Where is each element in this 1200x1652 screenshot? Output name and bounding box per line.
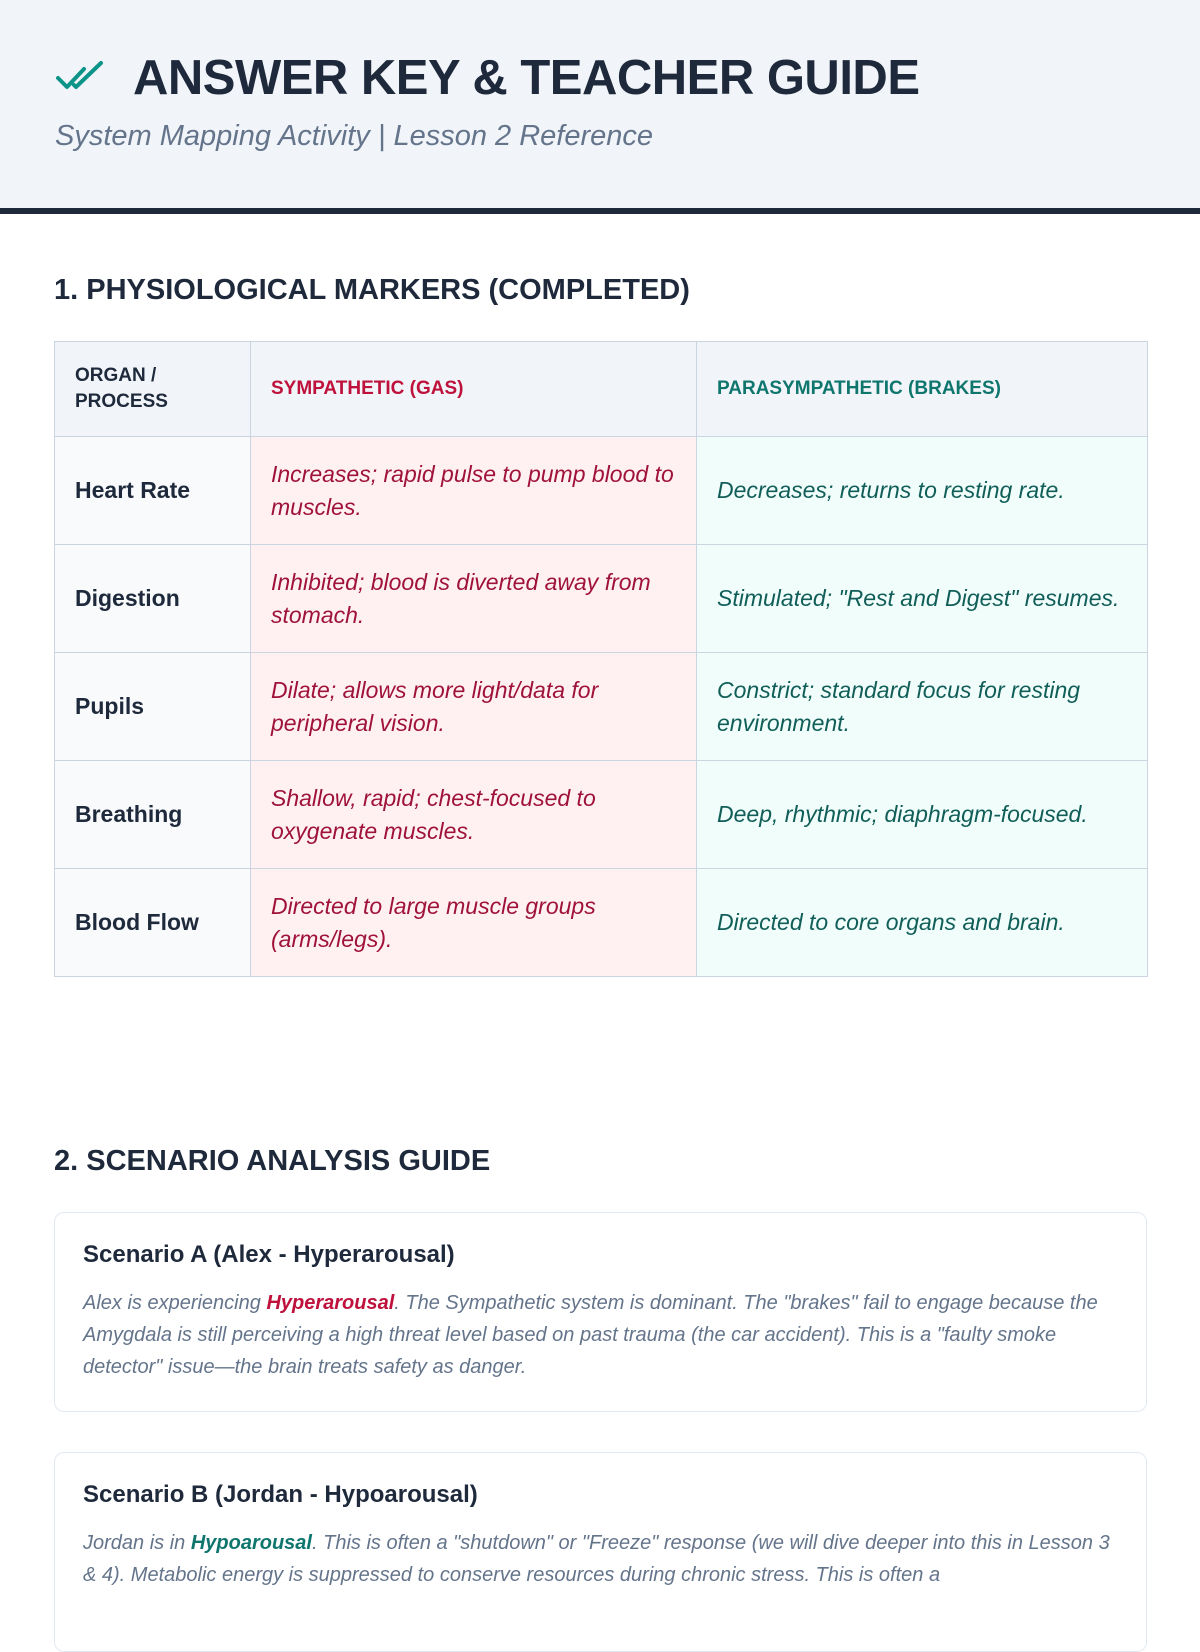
table-row [55, 869, 1148, 977]
organ-cell: Breathing [55, 761, 251, 869]
scenario-text [83, 1287, 1118, 1383]
table-row [55, 437, 1148, 545]
markers-table [54, 341, 1148, 977]
column-header-organ: ORGAN / PROCESS [55, 342, 251, 437]
scenario-text-before: Jordan is in [83, 1532, 191, 1554]
scenario-title: Scenario B (Jordan - Hypoarousal) [83, 1481, 478, 1508]
scenario-text-after: . This is often a "shutdown" or "Freeze" response (we will dive deeper into this in Lesson 3 & 4). Metabolic energy is suppressed to conserve resources during chronic stress. This is often a [83, 1532, 1110, 1586]
parasympathetic-cell: Constrict; standard focus for resting environment. [697, 653, 1148, 761]
sympathetic-cell: Increases; rapid pulse to pump blood to muscles. [251, 437, 697, 545]
sympathetic-cell: Shallow, rapid; chest-focused to oxygenate muscles. [251, 761, 697, 869]
title-row [55, 50, 1200, 106]
page-subtitle: System Mapping Activity | Lesson 2 Reference [55, 120, 654, 152]
section-scenario-analysis [0, 1145, 1200, 1652]
double-check-icon [55, 60, 105, 96]
scenario-card-a [54, 1212, 1147, 1412]
section-title: 2. SCENARIO ANALYSIS GUIDE [54, 1145, 491, 1177]
sympathetic-cell: Directed to large muscle groups (arms/legs). [251, 869, 697, 977]
section-physiological-markers [0, 274, 1200, 977]
column-header-sympathetic: SYMPATHETIC (GAS) [251, 342, 697, 437]
table-row [55, 545, 1148, 653]
organ-cell: Digestion [55, 545, 251, 653]
parasympathetic-cell: Deep, rhythmic; diaphragm-focused. [697, 761, 1148, 869]
parasympathetic-cell: Stimulated; "Rest and Digest" resumes. [697, 545, 1148, 653]
scenario-title: Scenario A (Alex - Hyperarousal) [83, 1241, 455, 1268]
table-row [55, 653, 1148, 761]
organ-cell: Pupils [55, 653, 251, 761]
scenario-text-before: Alex is experiencing [83, 1292, 267, 1314]
scenario-text [83, 1527, 1118, 1591]
organ-cell: Heart Rate [55, 437, 251, 545]
column-header-parasympathetic: PARASYMPATHETIC (BRAKES) [697, 342, 1148, 437]
page-header [0, 0, 1200, 214]
table-row [55, 761, 1148, 869]
parasympathetic-cell: Decreases; returns to resting rate. [697, 437, 1148, 545]
scenario-card-b [54, 1452, 1147, 1652]
page-title: ANSWER KEY & TEACHER GUIDE [133, 51, 920, 105]
sympathetic-cell: Dilate; allows more light/data for peripheral vision. [251, 653, 697, 761]
scenario-text-after: . The Sympathetic system is dominant. The "brakes" fail to engage because the Amygdala is still perceiving a high threat level based on past trauma (the car accident). This is a "faulty smoke detector" issue—the brain treats safety as danger. [83, 1292, 1098, 1378]
scenario-highlight: Hyperarousal [266, 1292, 395, 1314]
scenario-highlight: Hypoarousal [190, 1532, 312, 1554]
parasympathetic-cell: Directed to core organs and brain. [697, 869, 1148, 977]
sympathetic-cell: Inhibited; blood is diverted away from stomach. [251, 545, 697, 653]
table-header-row [55, 342, 1148, 437]
section-title: 1. PHYSIOLOGICAL MARKERS (COMPLETED) [54, 274, 690, 306]
organ-cell: Blood Flow [55, 869, 251, 977]
